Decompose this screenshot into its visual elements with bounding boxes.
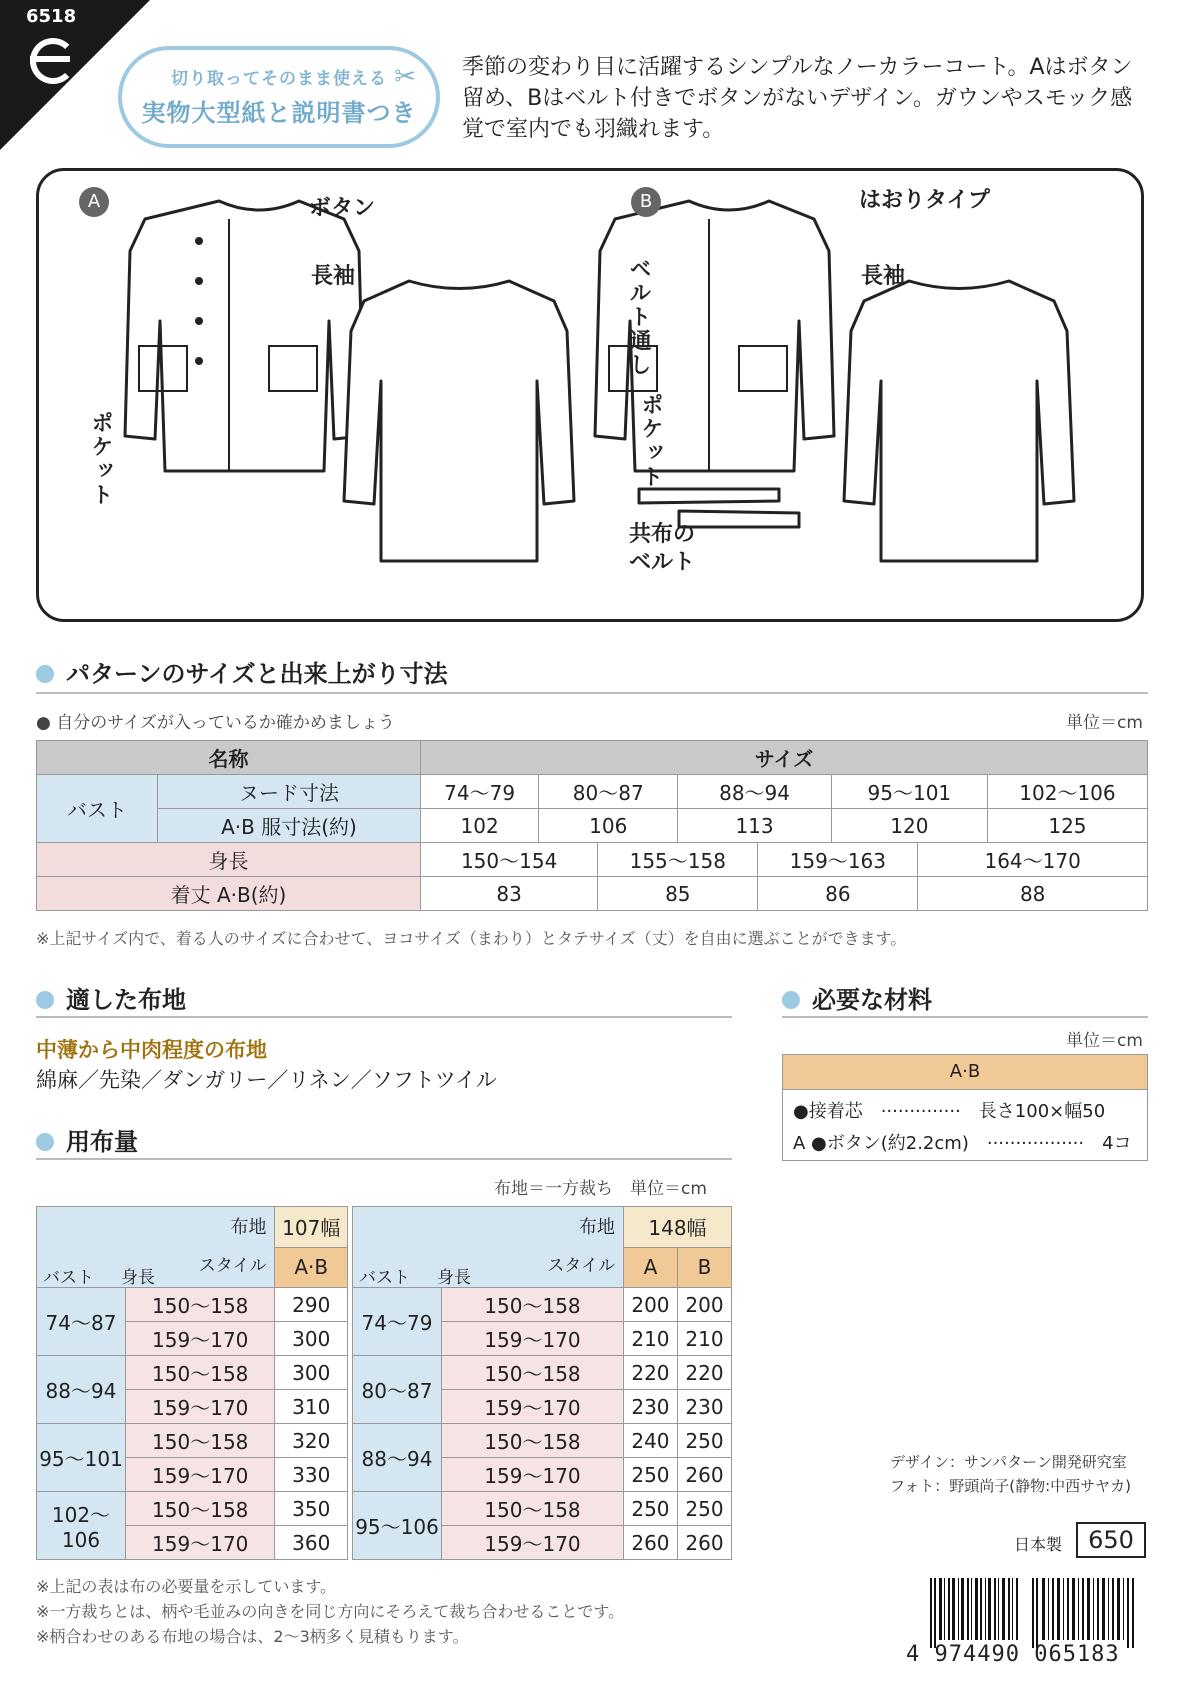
label-long-sleeve-b: 長袖	[861, 264, 906, 289]
t2-val: 230	[677, 1390, 731, 1424]
badge-line1: 切り取ってそのまま使える	[171, 69, 387, 89]
yardage-note: ※柄合わせのある布地の場合は、2〜3柄多く見積もります。	[36, 1627, 469, 1646]
credit-photo: フォト：野頭尚子(静物:中西サヤカ)	[890, 1477, 1132, 1495]
brand-logo-bar	[30, 56, 70, 62]
size-section-heading	[36, 654, 448, 689]
t1-val: 330	[275, 1458, 348, 1492]
fabric-list: 綿麻／先染／ダンガリー／リネン／ソフトツイル	[36, 1068, 497, 1092]
style-a-marker: A	[79, 187, 109, 217]
t2-height-label: 身長	[437, 1268, 471, 1288]
credits	[890, 1450, 1131, 1498]
size-h-size: サイズ	[421, 741, 1148, 775]
size-h-name: 名称	[37, 741, 421, 775]
t2-val: 240	[623, 1424, 677, 1458]
garment-val: 120	[831, 809, 987, 843]
t2-bust: 74〜79	[353, 1288, 442, 1356]
coat-a-back	[344, 281, 574, 561]
price-box: 650	[1076, 1522, 1146, 1558]
garment-val: 125	[987, 809, 1147, 843]
t2-val: 200	[677, 1288, 731, 1322]
t1-height: 150〜158	[126, 1356, 275, 1390]
divider	[36, 692, 1148, 694]
yardage-unit: 布地＝一方裁ち 単位＝cm	[494, 1179, 707, 1199]
t1-width: 107幅	[275, 1207, 348, 1248]
t2-val: 260	[677, 1458, 731, 1492]
belt-piece-top	[639, 489, 779, 503]
product-code: 6518	[26, 6, 77, 27]
t2-val: 210	[623, 1322, 677, 1356]
t1-height: 150〜158	[126, 1492, 275, 1526]
t1-bust: 95〜101	[37, 1424, 126, 1492]
size-bust: バスト	[37, 775, 158, 843]
made-in: 日本製	[1014, 1535, 1063, 1554]
t1-height: 159〜170	[126, 1390, 275, 1424]
button-dot	[195, 357, 203, 365]
t2-val: 220	[677, 1356, 731, 1390]
label-haori: はおりタイプ	[859, 188, 990, 213]
materials-heading	[782, 980, 932, 1015]
t1-height: 159〜170	[126, 1322, 275, 1356]
t1-val: 310	[275, 1390, 348, 1424]
t2-height: 150〜158	[442, 1424, 624, 1458]
t2-fabric-label: 布地	[578, 1217, 615, 1238]
yardage-notes	[36, 1574, 624, 1649]
bullet-icon	[36, 991, 54, 1009]
nude-val: 88〜94	[678, 775, 832, 809]
t2-col-a: A	[623, 1247, 677, 1288]
label-long-sleeve-a: 長袖	[311, 264, 356, 289]
t2-height: 159〜170	[442, 1390, 624, 1424]
length-val: 86	[758, 877, 918, 911]
height-val: 150〜154	[421, 843, 598, 877]
t1-val: 350	[275, 1492, 348, 1526]
size-note: ※上記サイズ内で、着る人のサイズに合わせて、ヨコサイズ（まわり）とタテサイズ（丈）を自由に選ぶことができます。	[36, 929, 907, 948]
materials-row: A ●ボタン(約2.2cm) ················· 4コ	[793, 1133, 1132, 1154]
scissors-icon: ✂	[394, 62, 416, 92]
fabric-subtitle: 中薄から中肉程度の布地	[36, 1038, 267, 1062]
credit-design: デザイン：サンパターン開発研究室	[890, 1453, 1127, 1471]
label-belt-2: ベルト	[629, 550, 696, 575]
size-height: 身長	[37, 843, 421, 877]
nude-val: 80〜87	[539, 775, 678, 809]
t1-val: 290	[275, 1288, 348, 1322]
t1-val: 320	[275, 1424, 348, 1458]
bullet-icon	[36, 1133, 54, 1151]
divider	[782, 1016, 1148, 1018]
size-section-title: パターンのサイズと出来上がり寸法	[66, 660, 448, 688]
size-check: ● 自分のサイズが入っているか確かめましょう	[36, 713, 395, 733]
size-check-text: 自分のサイズが入っているか確かめましょう	[56, 713, 395, 733]
yardage-heading	[36, 1122, 138, 1157]
materials-box	[782, 1054, 1148, 1161]
materials-title: 必要な材料	[812, 986, 932, 1014]
t2-bust: 80〜87	[353, 1356, 442, 1424]
t2-width: 148幅	[623, 1207, 731, 1248]
t1-height: 159〜170	[126, 1458, 275, 1492]
t2-val: 250	[623, 1458, 677, 1492]
t1-bust: 74〜87	[37, 1288, 126, 1356]
height-val: 164〜170	[918, 843, 1148, 877]
t2-val: 230	[623, 1390, 677, 1424]
t2-col-b: B	[677, 1247, 731, 1288]
size-garment: A·B 服寸法(約)	[158, 809, 421, 843]
length-val: 88	[918, 877, 1148, 911]
t1-val: 300	[275, 1322, 348, 1356]
t1-bust: 102〜106	[37, 1492, 126, 1560]
t2-val: 210	[677, 1322, 731, 1356]
coat-b-back	[844, 281, 1074, 561]
button-dot	[195, 317, 203, 325]
t2-val: 250	[623, 1492, 677, 1526]
nude-val: 95〜101	[831, 775, 987, 809]
t2-height: 150〜158	[442, 1356, 624, 1390]
label-belt-loop: ベルト通し	[626, 257, 651, 377]
label-button: ボタン	[309, 196, 376, 221]
barcode-bars	[930, 1578, 1134, 1648]
yardage-table-148	[352, 1206, 732, 1560]
bullet-icon	[782, 991, 800, 1009]
t1-col: A·B	[275, 1247, 348, 1288]
t1-height: 150〜158	[126, 1424, 275, 1458]
t1-val: 300	[275, 1356, 348, 1390]
yardage-note: ※一方裁ちとは、柄や毛並みの向きを同じ方向にそろえて裁ち合わせることです。	[36, 1602, 625, 1621]
size-nude: ヌード寸法	[158, 775, 421, 809]
t2-val: 220	[623, 1356, 677, 1390]
t2-corner	[353, 1207, 624, 1288]
height-val: 159〜163	[758, 843, 918, 877]
divider	[36, 1016, 732, 1018]
button-dot	[195, 277, 203, 285]
garment-val: 102	[421, 809, 539, 843]
materials-unit: 単位＝cm	[1066, 1031, 1143, 1051]
length-val: 85	[598, 877, 758, 911]
t2-height: 159〜170	[442, 1526, 624, 1560]
fabric-section-title: 適した布地	[66, 986, 186, 1014]
yardage-note: ※上記の表は布の必要量を示しています。	[36, 1577, 337, 1596]
materials-header: A·B	[783, 1055, 1147, 1090]
t2-height: 150〜158	[442, 1288, 624, 1322]
yardage-table-107	[36, 1206, 348, 1560]
height-val: 155〜158	[598, 843, 758, 877]
t2-bust-label: バスト	[359, 1268, 410, 1288]
t1-height: 159〜170	[126, 1526, 275, 1560]
fabric-section-heading	[36, 980, 186, 1015]
t1-val: 360	[275, 1526, 348, 1560]
t1-fabric-label: 布地	[230, 1217, 267, 1238]
coat-drawings	[39, 171, 1147, 625]
style-b-marker: B	[631, 187, 661, 217]
t1-height-label: 身長	[121, 1268, 155, 1288]
t2-val: 260	[677, 1526, 731, 1560]
length-val: 83	[421, 877, 598, 911]
t1-style-label: スタイル	[198, 1256, 267, 1276]
barcode-number: 4 974490 065183	[906, 1642, 1120, 1667]
size-unit: 単位＝cm	[1066, 713, 1143, 733]
t1-bust-label: バスト	[43, 1268, 94, 1288]
coat-a-front	[125, 201, 364, 471]
label-pocket-b: ポケット	[638, 393, 663, 489]
size-table	[36, 740, 1148, 911]
nude-val: 74〜79	[421, 775, 539, 809]
badge-line2: 実物大型紙と説明書つき	[141, 99, 417, 127]
size-length: 着丈 A·B(約)	[37, 877, 421, 911]
belt-piece-bottom	[679, 511, 799, 527]
t2-style-label: スタイル	[547, 1256, 615, 1276]
t1-height: 150〜158	[126, 1288, 275, 1322]
garment-val: 106	[539, 809, 678, 843]
pattern-badge	[118, 46, 440, 148]
garment-val: 113	[678, 809, 832, 843]
t2-val: 250	[677, 1492, 731, 1526]
materials-row: ●接着芯 ·············· 長さ100×幅50	[793, 1101, 1106, 1122]
intro-text: 季節の変わり目に活躍するシンプルなノーカラーコート。Aはボタン留め、Bはベルト付きでボタンがないデザイン。ガウンやスモック感覚で室内でも羽織れます。	[462, 55, 1133, 142]
illustration-box	[36, 168, 1144, 622]
t2-val: 200	[623, 1288, 677, 1322]
t2-height: 159〜170	[442, 1322, 624, 1356]
t2-bust: 95〜106	[353, 1492, 442, 1560]
button-dot	[195, 237, 203, 245]
nude-val: 102〜106	[987, 775, 1147, 809]
label-belt-1: 共布の	[629, 522, 696, 547]
t1-corner	[37, 1207, 275, 1288]
t2-val: 260	[623, 1526, 677, 1560]
t2-height: 159〜170	[442, 1458, 624, 1492]
t2-bust: 88〜94	[353, 1424, 442, 1492]
divider	[36, 1158, 732, 1160]
t2-height: 150〜158	[442, 1492, 624, 1526]
t2-val: 250	[677, 1424, 731, 1458]
t1-bust: 88〜94	[37, 1356, 126, 1424]
yardage-title: 用布量	[66, 1128, 138, 1156]
label-pocket-a: ポケット	[88, 411, 113, 507]
bullet-icon	[36, 665, 54, 683]
